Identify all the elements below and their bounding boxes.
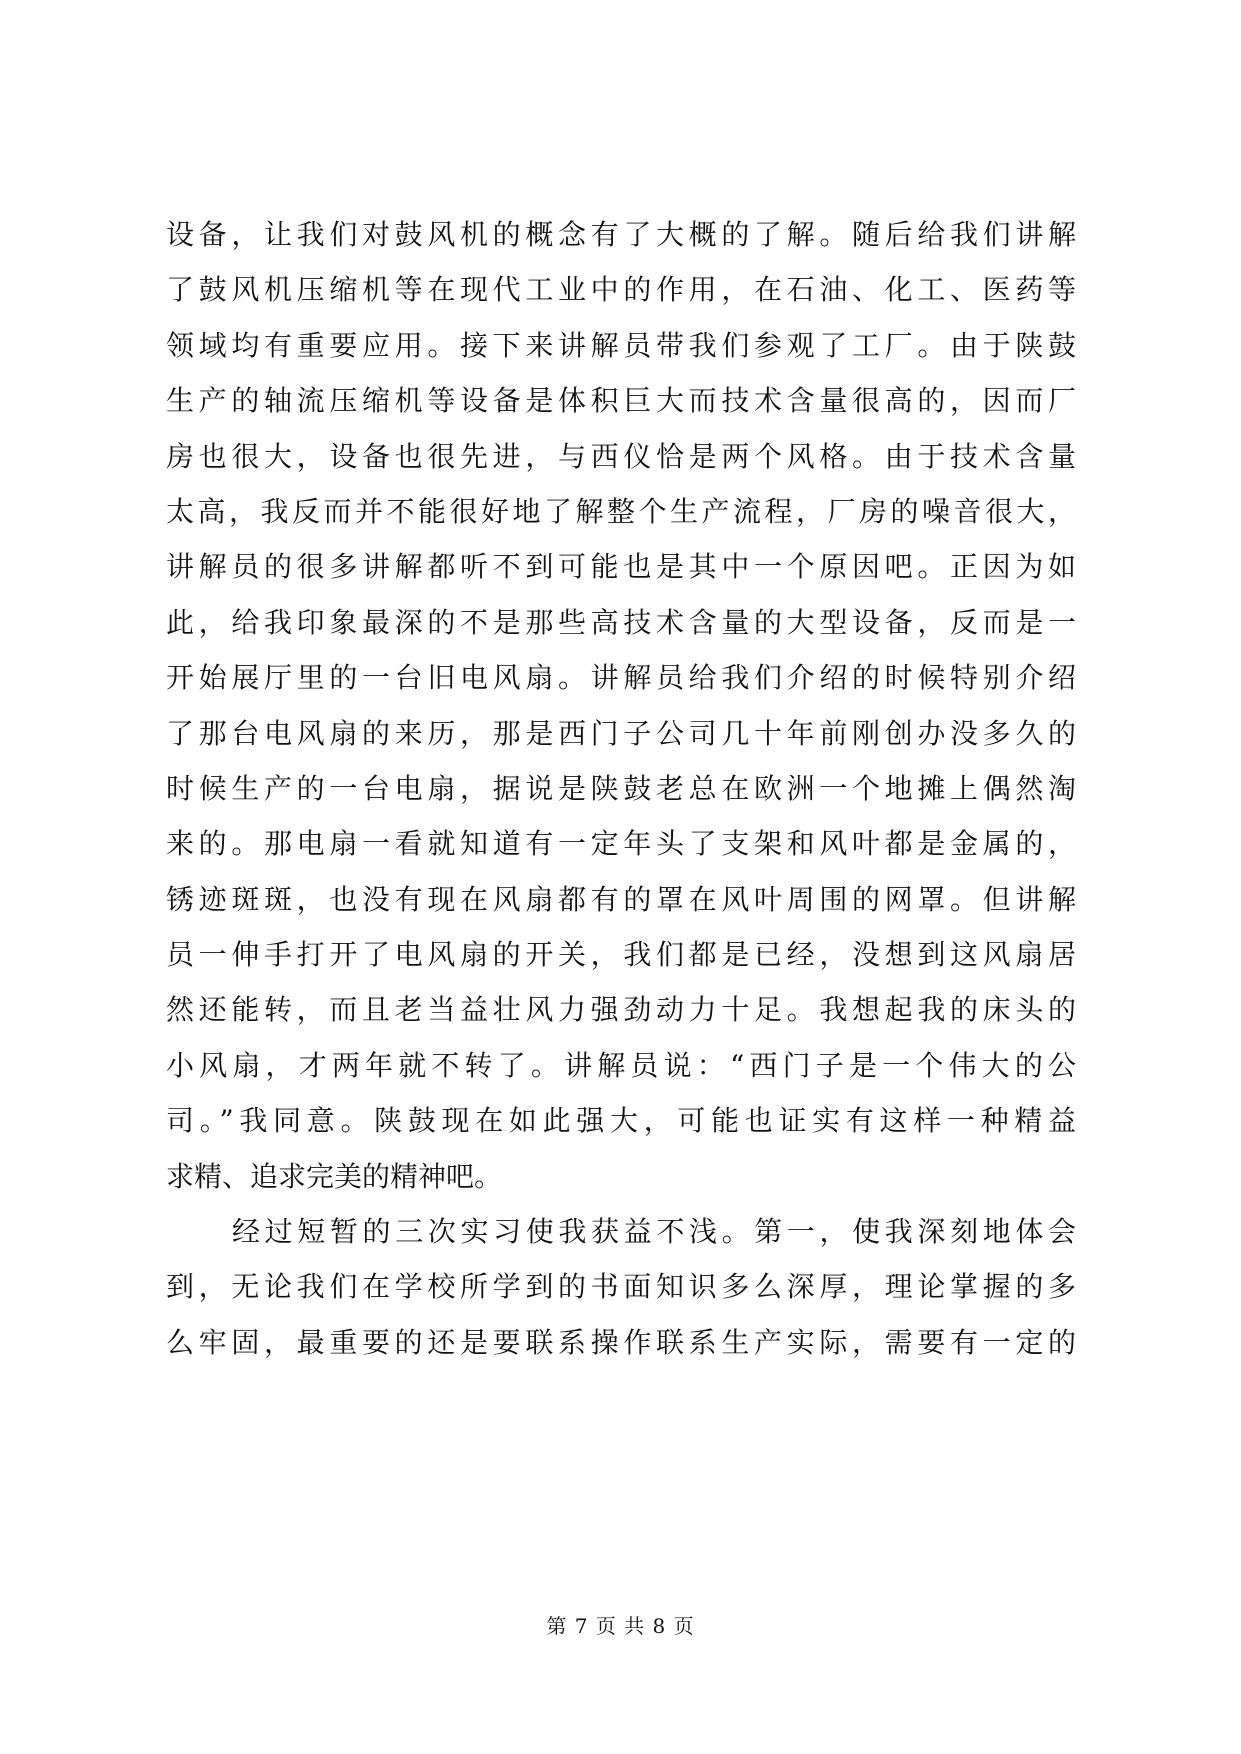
text-line: 么牢固，最重要的还是要联系操作联系生产实际，需要有一定的 xyxy=(166,1325,1076,1359)
text-line: 开始展厅里的一台旧电风扇。讲解员给我们介绍的时候特别介绍 xyxy=(166,661,1076,695)
text-line: 领域均有重要应用。接下来讲解员带我们参观了工厂。由于陕鼓 xyxy=(166,328,1076,362)
text-line: 来的。那电扇一看就知道有一定年头了支架和风叶都是金属的， xyxy=(166,827,1076,861)
text-line: 房也很大，设备也很先进，与西仪恰是两个风格。由于技术含量 xyxy=(166,439,1076,473)
text-line: 小风扇，才两年就不转了。讲解员说：“西门子是一个伟大的公 xyxy=(166,1048,1076,1082)
text-line: 锈迹斑斑，也没有现在风扇都有的罩在风叶周围的网罩。但讲解 xyxy=(166,882,1076,916)
text-line: 时候生产的一台电扇，据说是陕鼓老总在欧洲一个地摊上偶然淘 xyxy=(166,771,1076,805)
text-line: 生产的轴流压缩机等设备是体积巨大而技术含量很高的，因而厂 xyxy=(166,384,1076,418)
text-line: 此，给我印象最深的不是那些高技术含量的大型设备，反而是一 xyxy=(166,605,1076,639)
text-line: 设备，让我们对鼓风机的概念有了大概的了解。随后给我们讲解 xyxy=(166,218,1076,251)
text-line: 然还能转，而且老当益壮风力强劲动力十足。我想起我的床头的 xyxy=(166,993,1076,1027)
page-number-footer: 第 7 页 共 8 页 xyxy=(546,1614,695,1638)
text-line: 讲解员的很多讲解都听不到可能也是其中一个原因吧。正因为如 xyxy=(166,550,1076,584)
text-line: 经过短暂的三次实习使我获益不浅。第一，使我深刻地体会 xyxy=(232,1215,1076,1249)
document-body xyxy=(166,207,1076,1370)
text-line: 求精、追求完美的精神吧。 xyxy=(166,1159,503,1193)
paragraph-2 xyxy=(166,1204,1076,1370)
text-line: 太高，我反而并不能很好地了解整个生产流程，厂房的噪音很大， xyxy=(166,494,1076,528)
text-line: 到，无论我们在学校所学到的书面知识多么深厚，理论掌握的多 xyxy=(166,1270,1076,1304)
text-line: 了那台电风扇的来历，那是西门子公司几十年前刚创办没多久的 xyxy=(166,716,1076,750)
text-line: 了鼓风机压缩机等在现代工业中的作用，在石油、化工、医药等 xyxy=(166,273,1076,307)
paragraph-1 xyxy=(166,207,1076,1204)
text-line: 司。”我同意。陕鼓现在如此强大，可能也证实有这样一种精益 xyxy=(166,1104,1076,1138)
text-line: 员一伸手打开了电风扇的开关，我们都是已经，没想到这风扇居 xyxy=(166,938,1076,972)
